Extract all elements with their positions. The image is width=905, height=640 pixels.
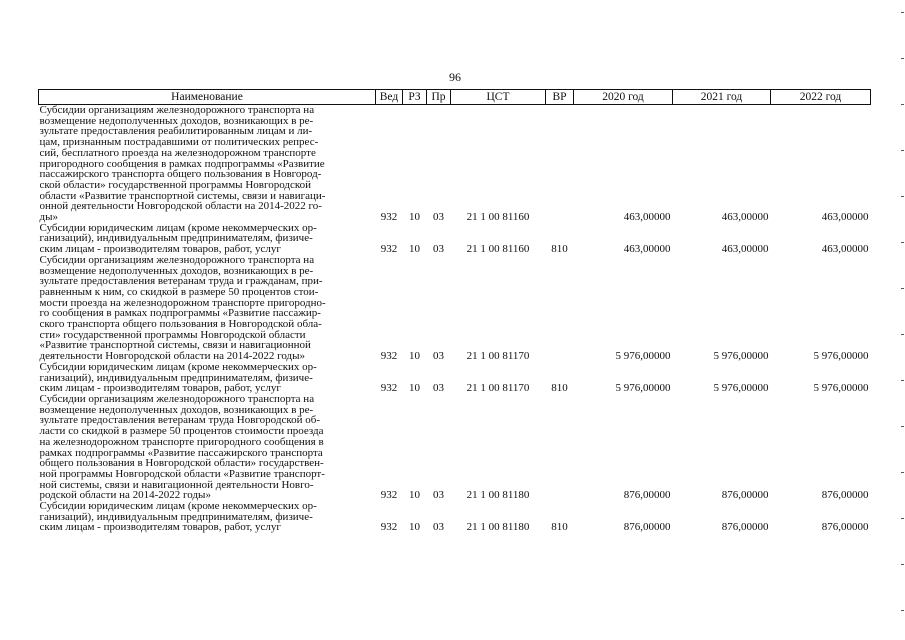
cell-ved: 932 — [380, 382, 398, 395]
cell-pr: 03 — [433, 521, 444, 534]
cell-pr: 03 — [433, 243, 444, 256]
cell-pr: 03 — [433, 350, 444, 363]
header-2022: 2022 год — [771, 90, 871, 105]
table-header-row — [39, 90, 871, 105]
cell-name — [39, 501, 376, 533]
name-line: сти» государственной программы Новгородской области — [39, 328, 306, 341]
cell-2022: 463,00000 — [821, 211, 869, 224]
name-line: ганизаций), индивидуальным предпринимателям, физиче- — [39, 371, 313, 384]
cell-ved: 932 — [380, 211, 398, 224]
name-line: Субсидии юридическим лицам (кроме некоммерческих ор- — [39, 360, 317, 373]
cell-rz: 10 — [409, 211, 420, 224]
name-line: возмещение недополученных доходов, возникающих в ре- — [39, 114, 314, 127]
name-line: Субсидии организациям железнодорожного транспорта на — [39, 104, 315, 116]
name-line: сий, бесплатного проезда на железнодорожном транспорте — [39, 146, 316, 159]
cell-vr — [546, 105, 574, 223]
name-line: ской области» государственной программы Новгородской — [39, 178, 312, 191]
cell-vr — [546, 255, 574, 362]
table-row — [39, 501, 871, 533]
name-line: равненным к ним, со скидкой в размере 50 процентов стои- — [39, 285, 319, 298]
name-line: общего пользования в Новгородской области» государствен- — [39, 457, 324, 470]
name-line: на железнодорожном транспорте пригородного сообщения в — [39, 435, 324, 448]
table-row — [39, 362, 871, 394]
table-body — [39, 105, 871, 534]
cell-rz: 10 — [409, 243, 420, 256]
cell-2021: 463,00000 — [721, 243, 769, 256]
name-line: Субсидии юридическим лицам (кроме некоммерческих ор- — [39, 221, 317, 234]
name-line: го сообщения в рамках подпрограммы «Развитие пассажир- — [39, 307, 321, 320]
cell-cst: 21 1 00 81160 — [466, 211, 530, 224]
name-line: ганизаций), индивидуальным предпринимателям, физиче- — [39, 232, 313, 245]
header-vr: ВР — [546, 90, 574, 105]
header-ved: Вед — [376, 90, 403, 105]
name-line: ским лицам - производителям товаров, работ, услуг — [39, 382, 281, 395]
cell-2022: 5 976,00000 — [813, 350, 869, 363]
name-line: пассажирского транспорта общего пользования в Новгород- — [39, 168, 322, 181]
name-line: ды» — [39, 211, 58, 224]
name-line: Субсидии юридическим лицам (кроме некоммерческих ор- — [39, 500, 317, 513]
scan-edge-marks — [899, 0, 905, 640]
cell-cst: 21 1 00 81180 — [466, 489, 530, 502]
name-line: ласти со скидкой в размере 50 процентов стоимости проезда — [39, 425, 324, 438]
table-row — [39, 105, 871, 223]
name-line: ганизаций), индивидуальным предпринимателям, физиче- — [39, 510, 313, 523]
cell-name — [39, 394, 376, 501]
cell-pr: 03 — [433, 489, 444, 502]
cell-2021: 5 976,00000 — [713, 350, 769, 363]
cell-name — [39, 223, 376, 255]
cell-ved: 932 — [380, 489, 398, 502]
header-name: Наименование — [39, 90, 376, 105]
header-2021: 2021 год — [673, 90, 771, 105]
name-line: зультате предоставления ветеранам труда и гражданам, при- — [39, 275, 323, 288]
cell-rz: 10 — [409, 382, 420, 395]
cell-2020: 463,00000 — [623, 211, 671, 224]
name-line: зультате предоставления реабилитированным лицам и ли- — [39, 125, 313, 138]
cell-vr: 810 — [551, 243, 568, 256]
cell-vr: 810 — [551, 521, 568, 534]
budget-table — [38, 89, 871, 533]
header-cst: ЦСТ — [451, 90, 546, 105]
cell-2022: 876,00000 — [821, 489, 869, 502]
header-rz: РЗ — [403, 90, 427, 105]
name-line: зультате предоставления ветеранам труда Новгородской об- — [39, 414, 321, 427]
cell-2020: 463,00000 — [623, 243, 671, 256]
cell-rz: 10 — [409, 489, 420, 502]
name-line: мости проезда на железнодорожном транспорте пригородно- — [39, 296, 326, 309]
name-line: ского транспорта общего пользования в Новгородской обла- — [39, 318, 322, 331]
name-line: ной системы, связи и навигационной деятельности Новго- — [39, 478, 314, 491]
cell-ved: 932 — [380, 521, 398, 534]
cell-name — [39, 255, 376, 362]
name-line: родской области на 2014-2022 годы» — [39, 489, 211, 502]
cell-2021: 876,00000 — [721, 489, 769, 502]
header-2020: 2020 год — [574, 90, 673, 105]
cell-pr: 03 — [433, 382, 444, 395]
name-line: ским лицам - производителям товаров, работ, услуг — [39, 243, 281, 256]
cell-ved: 932 — [380, 350, 398, 363]
cell-cst: 21 1 00 81160 — [466, 243, 530, 256]
cell-cst: 21 1 00 81170 — [466, 350, 530, 363]
name-line: возмещение недополученных доходов, возникающих в ре- — [39, 403, 314, 416]
name-line: ной программы Новгородской области «Развитие транспорт- — [39, 467, 325, 480]
cell-vr: 810 — [551, 382, 568, 395]
name-line: Субсидии организациям железнодорожного транспорта на — [39, 392, 315, 405]
name-line: возмещение недополученных доходов, возникающих в ре- — [39, 264, 314, 277]
cell-2022: 876,00000 — [821, 521, 869, 534]
cell-2022: 463,00000 — [821, 243, 869, 256]
cell-cst: 21 1 00 81170 — [466, 382, 530, 395]
table-row — [39, 223, 871, 255]
name-line: области «Развитие транспортной системы, связи и навигаци- — [39, 189, 326, 202]
cell-ved: 932 — [380, 243, 398, 256]
header-pr: Пр — [427, 90, 451, 105]
cell-name — [39, 105, 376, 223]
cell-name — [39, 362, 376, 394]
cell-2021: 876,00000 — [721, 521, 769, 534]
cell-2020: 876,00000 — [623, 521, 671, 534]
cell-cst: 21 1 00 81180 — [466, 521, 530, 534]
name-line: деятельности Новгородской области на 2014-2022 годы» — [39, 350, 306, 363]
name-line: онной деятельности Новгородской области на 2014-2022 го- — [39, 200, 322, 213]
name-line: ским лицам - производителям товаров, работ, услуг — [39, 521, 281, 534]
name-line: пригородного сообщения в рамках подпрограммы «Развитие — [39, 157, 325, 170]
cell-rz: 10 — [409, 350, 420, 363]
cell-2020: 876,00000 — [623, 489, 671, 502]
cell-vr — [546, 394, 574, 501]
cell-2020: 5 976,00000 — [615, 382, 671, 395]
name-line: «Развитие транспортной системы, связи и навигационной — [39, 339, 311, 352]
name-line: Субсидии организациям железнодорожного транспорта на — [39, 253, 315, 266]
page-number: 96 — [449, 70, 461, 84]
table-row — [39, 394, 871, 501]
cell-2022: 5 976,00000 — [813, 382, 869, 395]
name-line: цам, признанным пострадавшими от политических репрес- — [39, 136, 319, 149]
cell-pr: 03 — [433, 211, 444, 224]
cell-2021: 5 976,00000 — [713, 382, 769, 395]
cell-rz: 10 — [409, 521, 420, 534]
table-row — [39, 255, 871, 362]
cell-2020: 5 976,00000 — [615, 350, 671, 363]
name-line: рамках подпрограммы «Развитие пассажирского транспорта — [39, 446, 323, 459]
cell-2021: 463,00000 — [721, 211, 769, 224]
